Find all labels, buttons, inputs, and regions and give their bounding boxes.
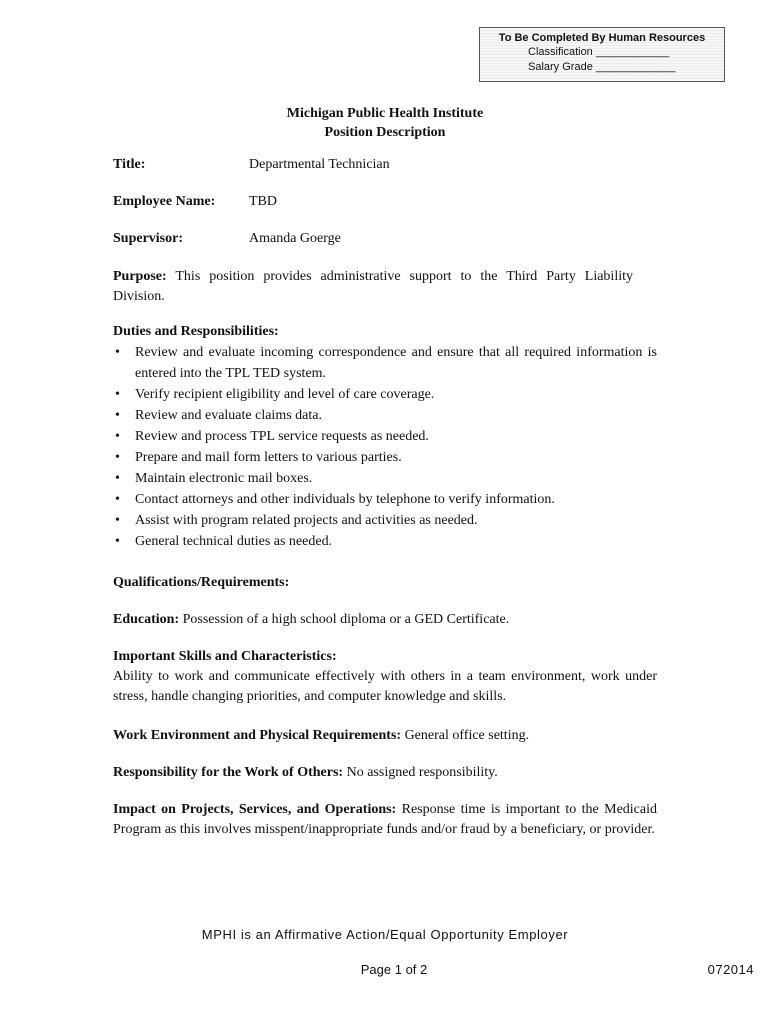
skills-text: Ability to work and communicate effectively with others in a team environment, work under stress, handle changing priorities, and computer knowledge and skills. bbox=[113, 669, 657, 704]
employee-name-value: TBD bbox=[249, 194, 277, 209]
duty-text: Verify recipient eligibility and level of care coverage. bbox=[135, 387, 435, 402]
duty-text: Review and evaluate incoming correspondence and ensure that all required information is entered into the TPL TED system. bbox=[135, 345, 657, 381]
list-item bbox=[113, 531, 657, 552]
bullet-icon: • bbox=[115, 492, 120, 507]
page-number: Page 1 of 2 bbox=[360, 962, 428, 977]
duty-text: Review and evaluate claims data. bbox=[135, 408, 322, 423]
list-item bbox=[113, 510, 657, 531]
skills-section bbox=[113, 647, 657, 707]
hr-box-title: To Be Completed By Human Resources bbox=[498, 32, 706, 44]
supervisor-label: Supervisor: bbox=[113, 231, 183, 246]
title-value: Departmental Technician bbox=[249, 157, 390, 172]
duties-section bbox=[113, 322, 657, 552]
bullet-icon: • bbox=[115, 513, 120, 528]
education-text: Possession of a high school diploma or a GED Certificate. bbox=[179, 612, 510, 627]
list-item bbox=[113, 405, 657, 426]
list-item bbox=[113, 447, 657, 468]
title-field bbox=[113, 157, 390, 173]
purpose-section bbox=[113, 267, 633, 307]
employee-name-field bbox=[113, 194, 277, 210]
work-environment-text: General office setting. bbox=[401, 728, 530, 743]
salary-grade-line: Salary Grade _____________ bbox=[528, 61, 676, 73]
bullet-icon: • bbox=[115, 534, 120, 549]
duty-text: Review and process TPL service requests as needed. bbox=[135, 429, 429, 444]
duty-text: Contact attorneys and other individuals by telephone to verify information. bbox=[135, 492, 555, 507]
bullet-icon: • bbox=[115, 429, 120, 444]
duty-text: Maintain electronic mail boxes. bbox=[135, 471, 313, 486]
bullet-icon: • bbox=[115, 471, 120, 486]
duties-list bbox=[113, 342, 657, 552]
bullet-icon: • bbox=[115, 450, 120, 465]
supervisor-value: Amanda Goerge bbox=[249, 231, 341, 246]
bullet-icon: • bbox=[115, 387, 120, 402]
impact-label: Impact on Projects, Services, and Operations: bbox=[113, 802, 397, 817]
impact-text: Response time is important to the Medicaid Program as this involves misspent/inappropriate funds and/or fraud by a beneficiary, or provider. bbox=[113, 802, 658, 837]
supervisor-field bbox=[113, 231, 341, 247]
purpose-text: This position provides administrative support to the Third Party Liability Division. bbox=[113, 269, 633, 304]
responsibility-section bbox=[113, 763, 657, 783]
responsibility-text: No assigned responsibility. bbox=[343, 765, 498, 780]
hr-completion-box bbox=[479, 27, 725, 82]
duty-text: Prepare and mail form letters to various parties. bbox=[135, 450, 402, 465]
qualifications-heading: Qualifications/Requirements: bbox=[113, 575, 290, 590]
classification-line: Classification ____________ bbox=[528, 46, 670, 58]
document-code: 072014 bbox=[707, 962, 754, 977]
education-section bbox=[113, 610, 657, 630]
title-label: Title: bbox=[113, 157, 146, 172]
duty-text: General technical duties as needed. bbox=[135, 534, 333, 549]
bullet-icon: • bbox=[115, 408, 120, 423]
work-environment-label: Work Environment and Physical Requirements: bbox=[113, 728, 402, 743]
duties-heading: Duties and Responsibilities: bbox=[113, 324, 279, 339]
document-type: Position Description bbox=[324, 125, 446, 140]
skills-heading: Important Skills and Characteristics: bbox=[113, 649, 337, 664]
list-item bbox=[113, 384, 657, 405]
document-title bbox=[0, 104, 770, 142]
duty-text: Assist with program related projects and activities as needed. bbox=[135, 513, 478, 528]
employee-name-label: Employee Name: bbox=[113, 194, 216, 209]
impact-section bbox=[113, 800, 657, 840]
purpose-label: Purpose: bbox=[113, 269, 167, 284]
list-item bbox=[113, 342, 657, 384]
organization-name: Michigan Public Health Institute bbox=[286, 106, 484, 121]
education-label: Education: bbox=[113, 612, 180, 627]
list-item bbox=[113, 489, 657, 510]
list-item bbox=[113, 426, 657, 447]
eeo-statement: MPHI is an Affirmative Action/Equal Opportunity Employer bbox=[201, 927, 569, 942]
bullet-icon: • bbox=[115, 345, 120, 360]
work-environment-section bbox=[113, 726, 657, 746]
list-item bbox=[113, 468, 657, 489]
responsibility-label: Responsibility for the Work of Others: bbox=[113, 765, 344, 780]
